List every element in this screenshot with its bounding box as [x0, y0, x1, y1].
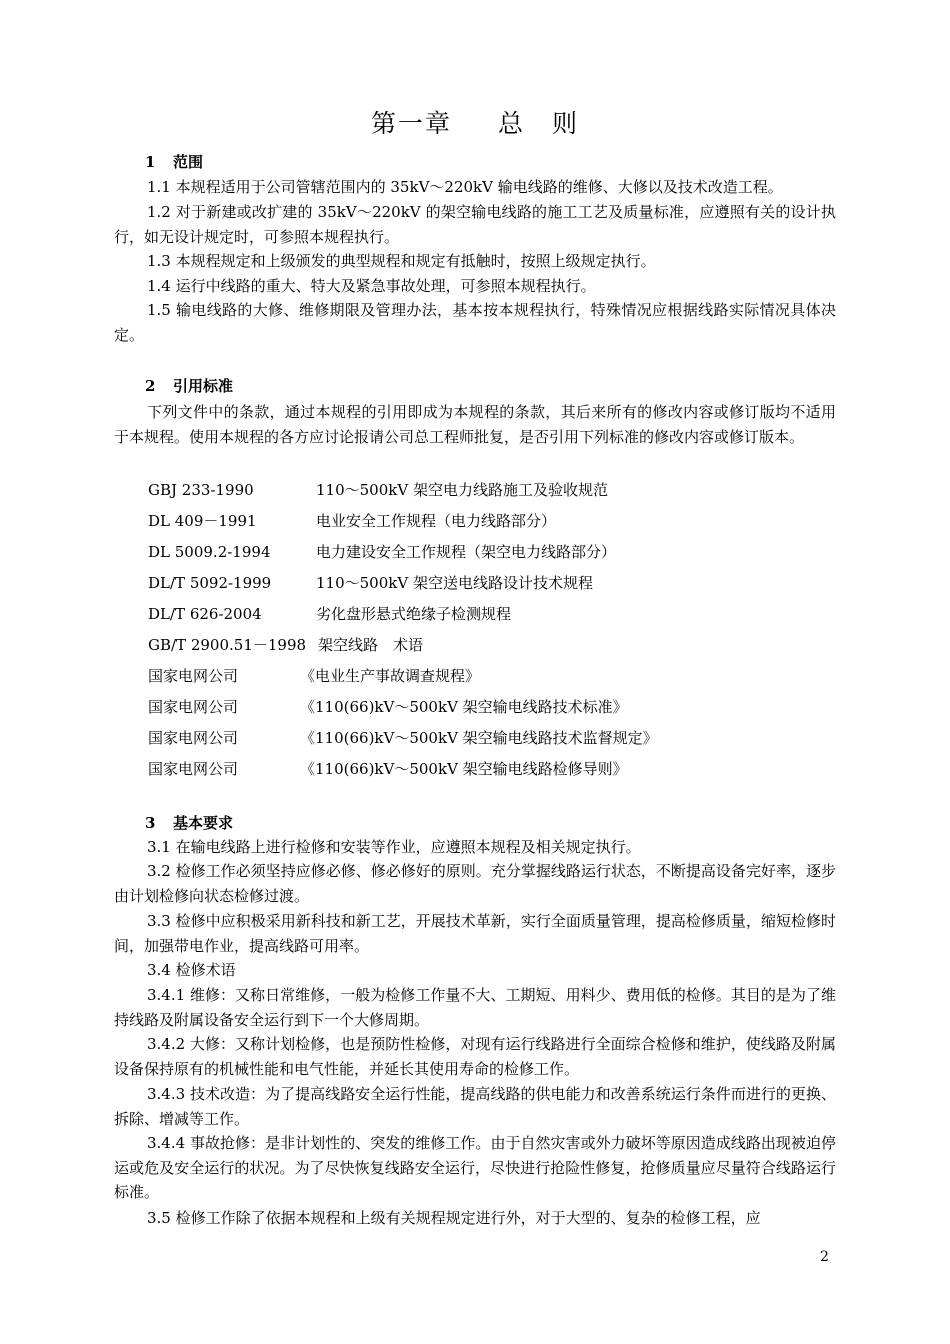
paragraph: 1.3 本规程规定和上级颁发的典型规程和规定有抵触时，按照上级规定执行。 [147, 252, 656, 270]
reference-code: DL 5009.2-1994 [148, 543, 271, 561]
paragraph: 下列文件中的条款，通过本规程的引用即成为本规程的条款，其后来所有的修改内容或修订版均不适用于本规程。使用本规程的各方应讨论报请公司总工程师批复，是否引用下列标准的修改内容或修订版本。 [114, 403, 836, 446]
reference-code: DL 409－1991 [148, 512, 257, 530]
reference-code: 国家电网公司 [148, 760, 239, 778]
reference-title: 《110(66)kV～500kV 架空输电线路技术标准》 [300, 698, 628, 716]
section-heading-scope [145, 151, 203, 173]
reference-title: 架空线路 术语 [318, 636, 424, 654]
chapter-number: 第一章 [370, 109, 452, 138]
reference-code: 国家电网公司 [148, 729, 239, 747]
paragraph: 3.4.4 事故抢修：是非计划性的、突发的维修工作。由于自然灾害或外力破坏等原因造成线路出现被迫停运或危及安全运行的状况。为了尽快恢复线路安全运行，尽快进行抢险性修复，抢修质量应尽量符合线路运行标准。 [114, 1134, 836, 1201]
chapter-name: 总 则 [498, 109, 580, 138]
paragraph: 3.2 检修工作必须坚持应修必修、修必修好的原则。充分掌握线路运行状态，不断提高设备完好率，逐步由计划检修向状态检修过渡。 [114, 862, 836, 905]
section-number: 3 [145, 814, 156, 832]
section-title: 范围 [173, 153, 204, 171]
section-number: 1 [145, 153, 156, 171]
reference-title: 《110(66)kV～500kV 架空输电线路检修导则》 [300, 760, 628, 778]
paragraph: 3.4.1 维修：又称日常维修，一般为检修工作量不大、工期短、用料少、费用低的检修。其目的是为了维持线路及附属设备安全运行到下一个大修周期。 [114, 986, 836, 1029]
reference-title: 110～500kV 架空送电线路设计技术规程 [316, 574, 593, 592]
reference-title: 电力建设安全工作规程（架空电力线路部分） [316, 543, 617, 561]
reference-code: 国家电网公司 [148, 667, 239, 685]
paragraph: 3.1 在输电线路上进行检修和安装等作业，应遵照本规程及相关规定执行。 [147, 838, 641, 856]
reference-code: GBJ 233-1990 [148, 481, 254, 499]
paragraph: 3.4 检修术语 [147, 961, 236, 979]
paragraph: 1.4 运行中线路的重大、特大及紧急事故处理，可参照本规程执行。 [147, 277, 596, 295]
reference-title: 劣化盘形悬式绝缘子检测规程 [316, 605, 512, 623]
section-heading-requirements [145, 812, 233, 834]
reference-code: GB/T 2900.51－1998 [148, 636, 307, 654]
paragraph: 1.2 对于新建或改扩建的 35kV～220kV 的架空输电线路的施工工艺及质量标准，应遵照有关的设计执行，如无设计规定时，可参照本规程执行。 [114, 203, 836, 246]
reference-title: 《110(66)kV～500kV 架空输电线路技术监督规定》 [300, 729, 658, 747]
section-number: 2 [145, 377, 156, 395]
reference-title: 电业安全工作规程（电力线路部分） [316, 512, 557, 530]
page-number: 2 [820, 1249, 829, 1265]
reference-title: 《电业生产事故调查规程》 [300, 667, 481, 685]
reference-code: 国家电网公司 [148, 698, 239, 716]
reference-title: 110～500kV 架空电力线路施工及验收规范 [316, 481, 608, 499]
section-heading-references [145, 375, 233, 397]
paragraph: 1.5 输电线路的大修、维修期限及管理办法，基本按本规程执行，特殊情况应根据线路实际情况具体决定。 [114, 301, 836, 344]
paragraph: 3.5 检修工作除了依据本规程和上级有关规程规定进行外，对于大型的、复杂的检修工程，应 [147, 1209, 761, 1227]
paragraph: 3.4.2 大修：又称计划检修，也是预防性检修，对现有运行线路进行全面综合检修和维护，使线路及附属设备保持原有的机械性能和电气性能，并延长其使用寿命的检修工作。 [114, 1035, 836, 1078]
section-title: 基本要求 [173, 814, 234, 832]
reference-code: DL/T 626-2004 [148, 605, 262, 623]
chapter-title [0, 106, 950, 142]
reference-code: DL/T 5092-1999 [148, 574, 272, 592]
paragraph: 3.4.3 技术改造：为了提高线路安全运行性能，提高线路的供电能力和改善系统运行条件而进行的更换、拆除、增减等工作。 [114, 1085, 836, 1128]
section-title: 引用标准 [173, 377, 234, 395]
paragraph: 3.3 检修中应积极采用新科技和新工艺，开展技术革新，实行全面质量管理，提高检修质量，缩短检修时间，加强带电作业，提高线路可用率。 [114, 912, 836, 955]
paragraph: 1.1 本规程适用于公司管辖范围内的 35kV～220kV 输电线路的维修、大修以及技术改造工程。 [147, 178, 783, 196]
